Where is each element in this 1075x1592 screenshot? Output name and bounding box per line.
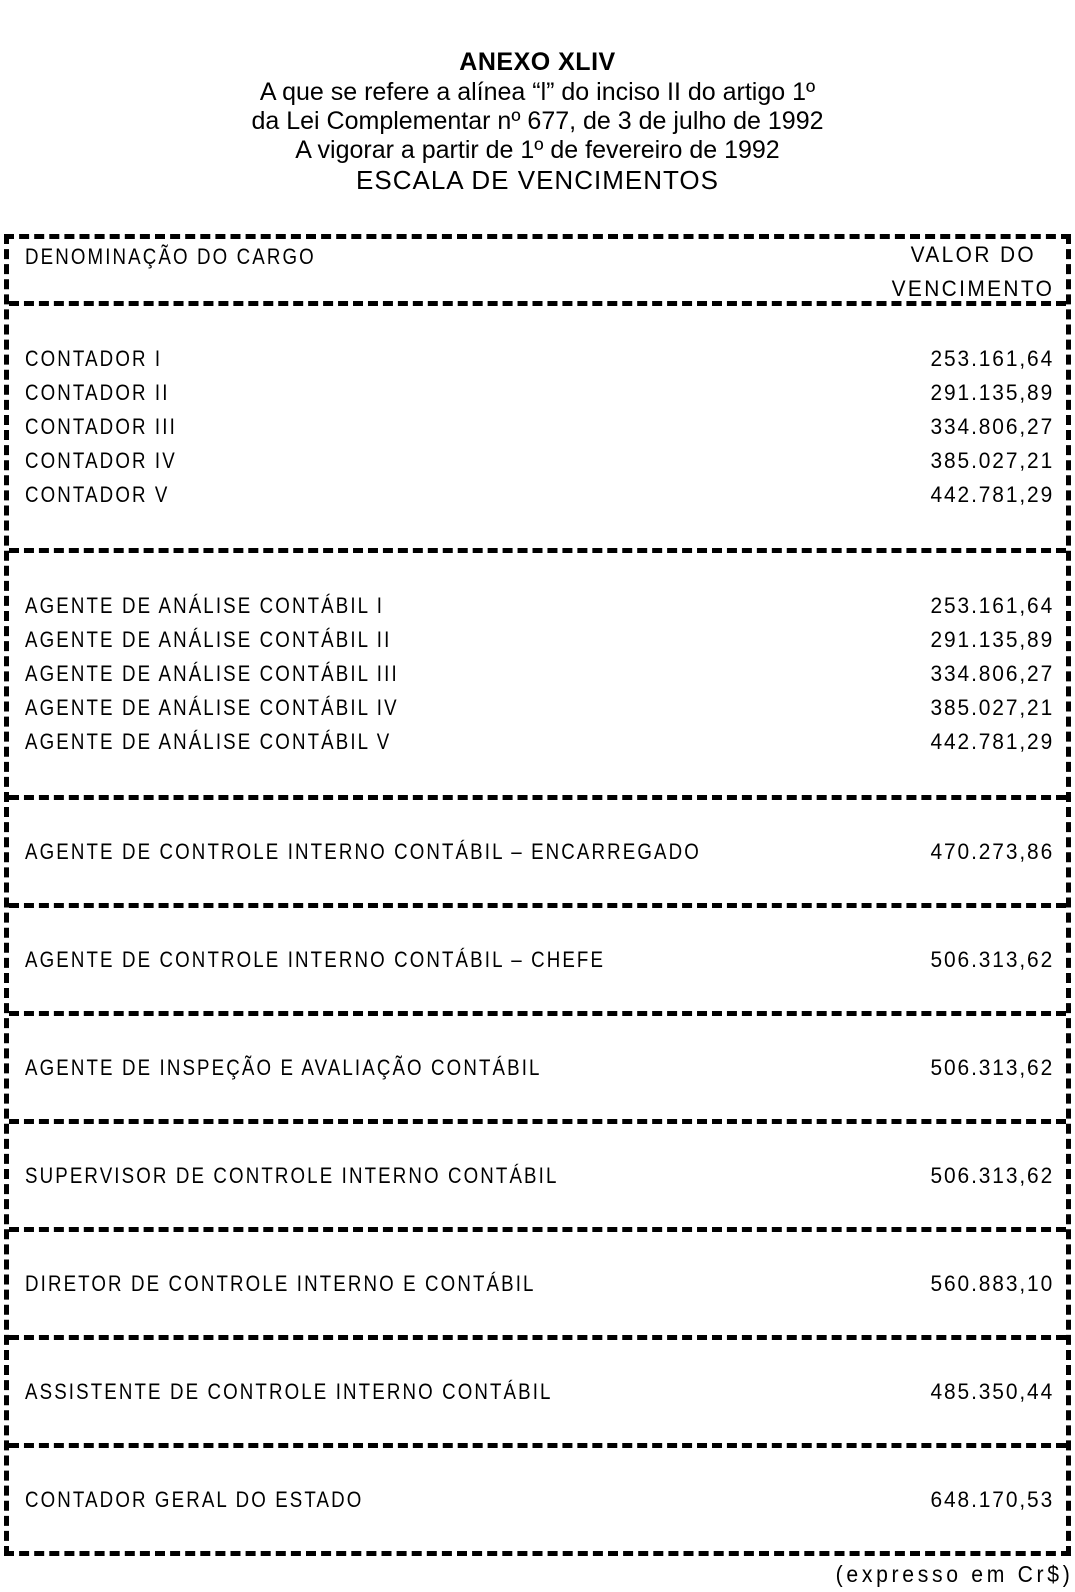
table-row <box>9 376 1066 410</box>
table-row <box>9 1375 1066 1409</box>
cargo-cell: AGENTE DE ANÁLISE CONTÁBIL I <box>25 593 385 618</box>
cargo-cell: AGENTE DE ANÁLISE CONTÁBIL III <box>25 661 399 686</box>
table-section <box>9 1340 1066 1448</box>
cargo-cell: AGENTE DE CONTROLE INTERNO CONTÁBIL – ENCARREGADO <box>25 838 701 864</box>
table-section <box>9 1448 1066 1551</box>
valor-cell: 442.781,29 <box>930 729 1054 754</box>
table-row <box>9 589 1066 623</box>
column-header-cargo <box>25 239 367 301</box>
cargo-cell: CONTADOR IV <box>25 448 177 473</box>
valor-cell: 506.313,62 <box>930 1162 1054 1188</box>
valor-cell: 334.806,27 <box>930 414 1054 439</box>
table-row <box>9 1051 1066 1085</box>
column-header-valor-line2: VENCIMENTO <box>891 276 1054 301</box>
reference-line: A que se refere a alínea “l” do inciso II do artigo 1º <box>259 78 816 106</box>
cargo-cell: ASSISTENTE DE CONTROLE INTERNO CONTÁBIL <box>25 1378 553 1404</box>
salary-table <box>4 234 1071 1556</box>
cargo-cell: AGENTE DE CONTROLE INTERNO CONTÁBIL – CHEFE <box>25 946 606 972</box>
table-row <box>9 657 1066 691</box>
cargo-cell: CONTADOR II <box>25 380 170 405</box>
currency-note-text: (expresso em Cr$) <box>835 1561 1073 1587</box>
valor-cell: 291.135,89 <box>930 627 1054 652</box>
valor-cell: 291.135,89 <box>930 380 1054 405</box>
column-header-valor <box>883 239 1054 301</box>
table-row <box>9 1159 1066 1193</box>
table-section <box>9 1016 1066 1124</box>
table-row <box>9 725 1066 759</box>
table-section <box>9 1124 1066 1232</box>
valor-cell: 648.170,53 <box>930 1486 1054 1512</box>
valor-cell: 560.883,10 <box>930 1270 1054 1296</box>
column-header-valor-line1: VALOR DO <box>910 242 1036 267</box>
valor-cell: 506.313,62 <box>930 1054 1054 1080</box>
annex-title: ANEXO XLIV <box>459 48 616 76</box>
table-row <box>9 478 1066 512</box>
valor-cell: 442.781,29 <box>930 482 1054 507</box>
table-body <box>9 306 1066 1551</box>
scale-title: ESCALA DE VENCIMENTOS <box>356 165 719 195</box>
table-row <box>9 342 1066 376</box>
table-row <box>9 691 1066 725</box>
table-section <box>9 306 1066 553</box>
cargo-cell: DIRETOR DE CONTROLE INTERNO E CONTÁBIL <box>25 1270 536 1296</box>
table-row <box>9 1267 1066 1301</box>
cargo-cell: CONTADOR V <box>25 482 170 507</box>
table-row <box>9 1483 1066 1517</box>
effective-date-line: A vigorar a partir de 1º de fevereiro de 1992 <box>295 136 780 164</box>
valor-cell: 485.350,44 <box>930 1378 1054 1404</box>
table-row <box>9 444 1066 478</box>
valor-cell: 334.806,27 <box>930 661 1054 686</box>
valor-cell: 253.161,64 <box>930 593 1054 618</box>
table-row <box>9 623 1066 657</box>
table-section <box>9 800 1066 908</box>
table-row <box>9 410 1066 444</box>
valor-cell: 253.161,64 <box>930 346 1054 371</box>
cargo-cell: CONTADOR GERAL DO ESTADO <box>25 1486 364 1512</box>
column-header-cargo-label: DENOMINAÇÃO DO CARGO <box>25 244 316 269</box>
cargo-cell: CONTADOR I <box>25 346 163 371</box>
cargo-cell: AGENTE DE ANÁLISE CONTÁBIL IV <box>25 695 399 720</box>
currency-note <box>0 1561 1075 1588</box>
table-row <box>9 835 1066 869</box>
valor-cell: 470.273,86 <box>930 838 1054 864</box>
table-header-row <box>9 239 1066 306</box>
table-section <box>9 908 1066 1016</box>
table-section <box>9 553 1066 800</box>
table-row <box>9 943 1066 977</box>
cargo-cell: AGENTE DE ANÁLISE CONTÁBIL V <box>25 729 392 754</box>
cargo-cell: SUPERVISOR DE CONTROLE INTERNO CONTÁBIL <box>25 1162 559 1188</box>
cargo-cell: AGENTE DE INSPEÇÃO E AVALIAÇÃO CONTÁBIL <box>25 1054 542 1080</box>
law-line: da Lei Complementar nº 677, de 3 de julho de 1992 <box>251 107 824 135</box>
document-header <box>0 0 1075 195</box>
cargo-cell: AGENTE DE ANÁLISE CONTÁBIL II <box>25 627 392 652</box>
valor-cell: 385.027,21 <box>930 448 1054 473</box>
valor-cell: 385.027,21 <box>930 695 1054 720</box>
cargo-cell: CONTADOR III <box>25 414 177 439</box>
table-section <box>9 1232 1066 1340</box>
valor-cell: 506.313,62 <box>930 946 1054 972</box>
